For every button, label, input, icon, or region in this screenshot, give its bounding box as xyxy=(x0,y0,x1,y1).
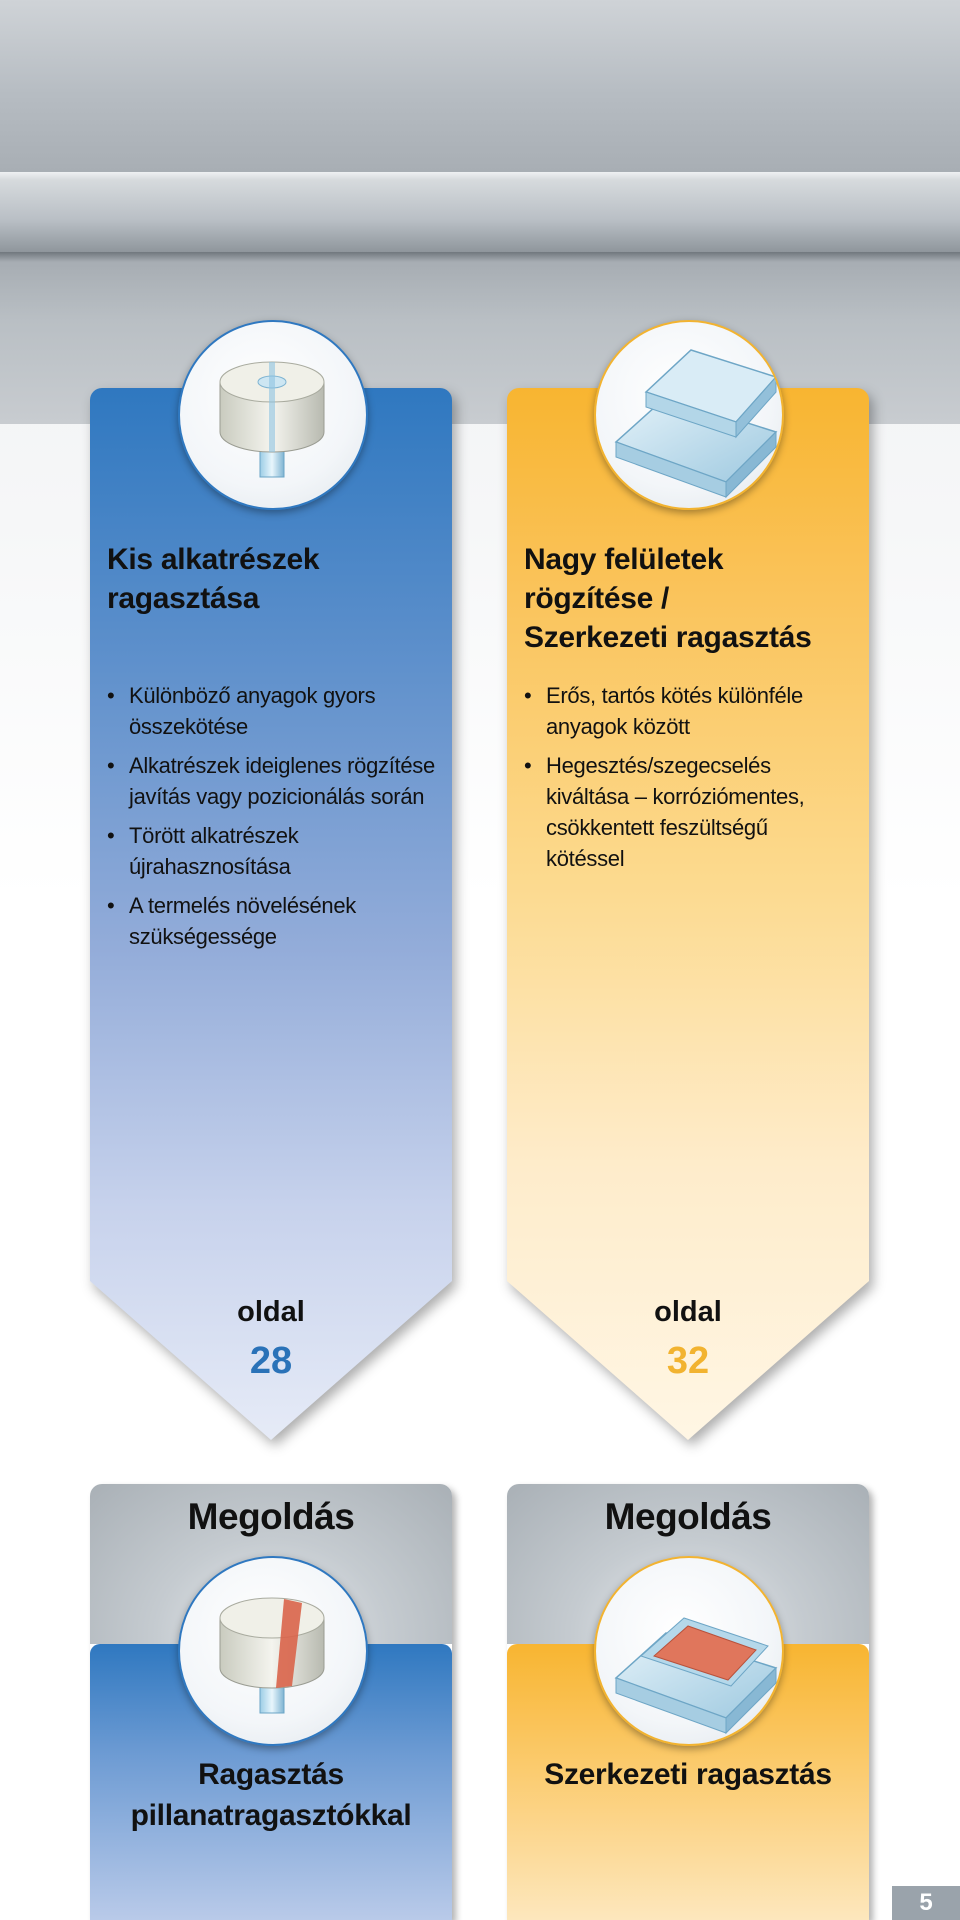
card-small-parts xyxy=(90,388,452,1440)
list-item: • Hegesztés/szegecselés kiváltása – korróziómentes, csökkentett feszültségű kötéssel xyxy=(524,750,859,874)
list-item: • Erős, tartós kötés különféle anyagok között xyxy=(524,680,859,742)
card-title: Kis alkatrészek ragasztása xyxy=(107,543,320,615)
page-link-number[interactable]: 32 xyxy=(666,1340,710,1382)
cylinder-part-icon xyxy=(178,320,368,510)
solution-heading: Megoldás xyxy=(187,1496,355,1537)
bullet-list xyxy=(107,680,442,960)
list-item: • Törött alkatrészek újrahasznosítása xyxy=(107,820,442,882)
header-band-middle xyxy=(0,172,960,252)
page-label: oldal xyxy=(654,1296,722,1328)
bullet-list xyxy=(524,680,859,882)
page-label: oldal xyxy=(237,1296,305,1328)
solution-heading: Megoldás xyxy=(604,1496,772,1537)
card-large-surfaces xyxy=(507,388,869,1440)
page-link-number[interactable]: 28 xyxy=(249,1340,293,1382)
header-band-top xyxy=(0,0,960,172)
list-item: • Különböző anyagok gyors összekötése xyxy=(107,680,442,742)
flat-plate-icon xyxy=(594,320,784,510)
list-item: • Alkatrészek ideiglenes rögzítése javítás vagy pozicionálás során xyxy=(107,750,442,812)
list-item: • A termelés növelésének szükségessége xyxy=(107,890,442,952)
page-number: 5 xyxy=(892,1886,960,1920)
glued-cylinder-icon xyxy=(178,1556,368,1746)
glued-plate-icon xyxy=(594,1556,784,1746)
solution-caption: Szerkezeti ragasztás xyxy=(544,1758,832,1791)
solution-caption: Ragasztás pillanatragasztókkal xyxy=(130,1758,412,1832)
card-title: Nagy felületek rögzítése / Szerkezeti ragasztás xyxy=(524,543,812,654)
